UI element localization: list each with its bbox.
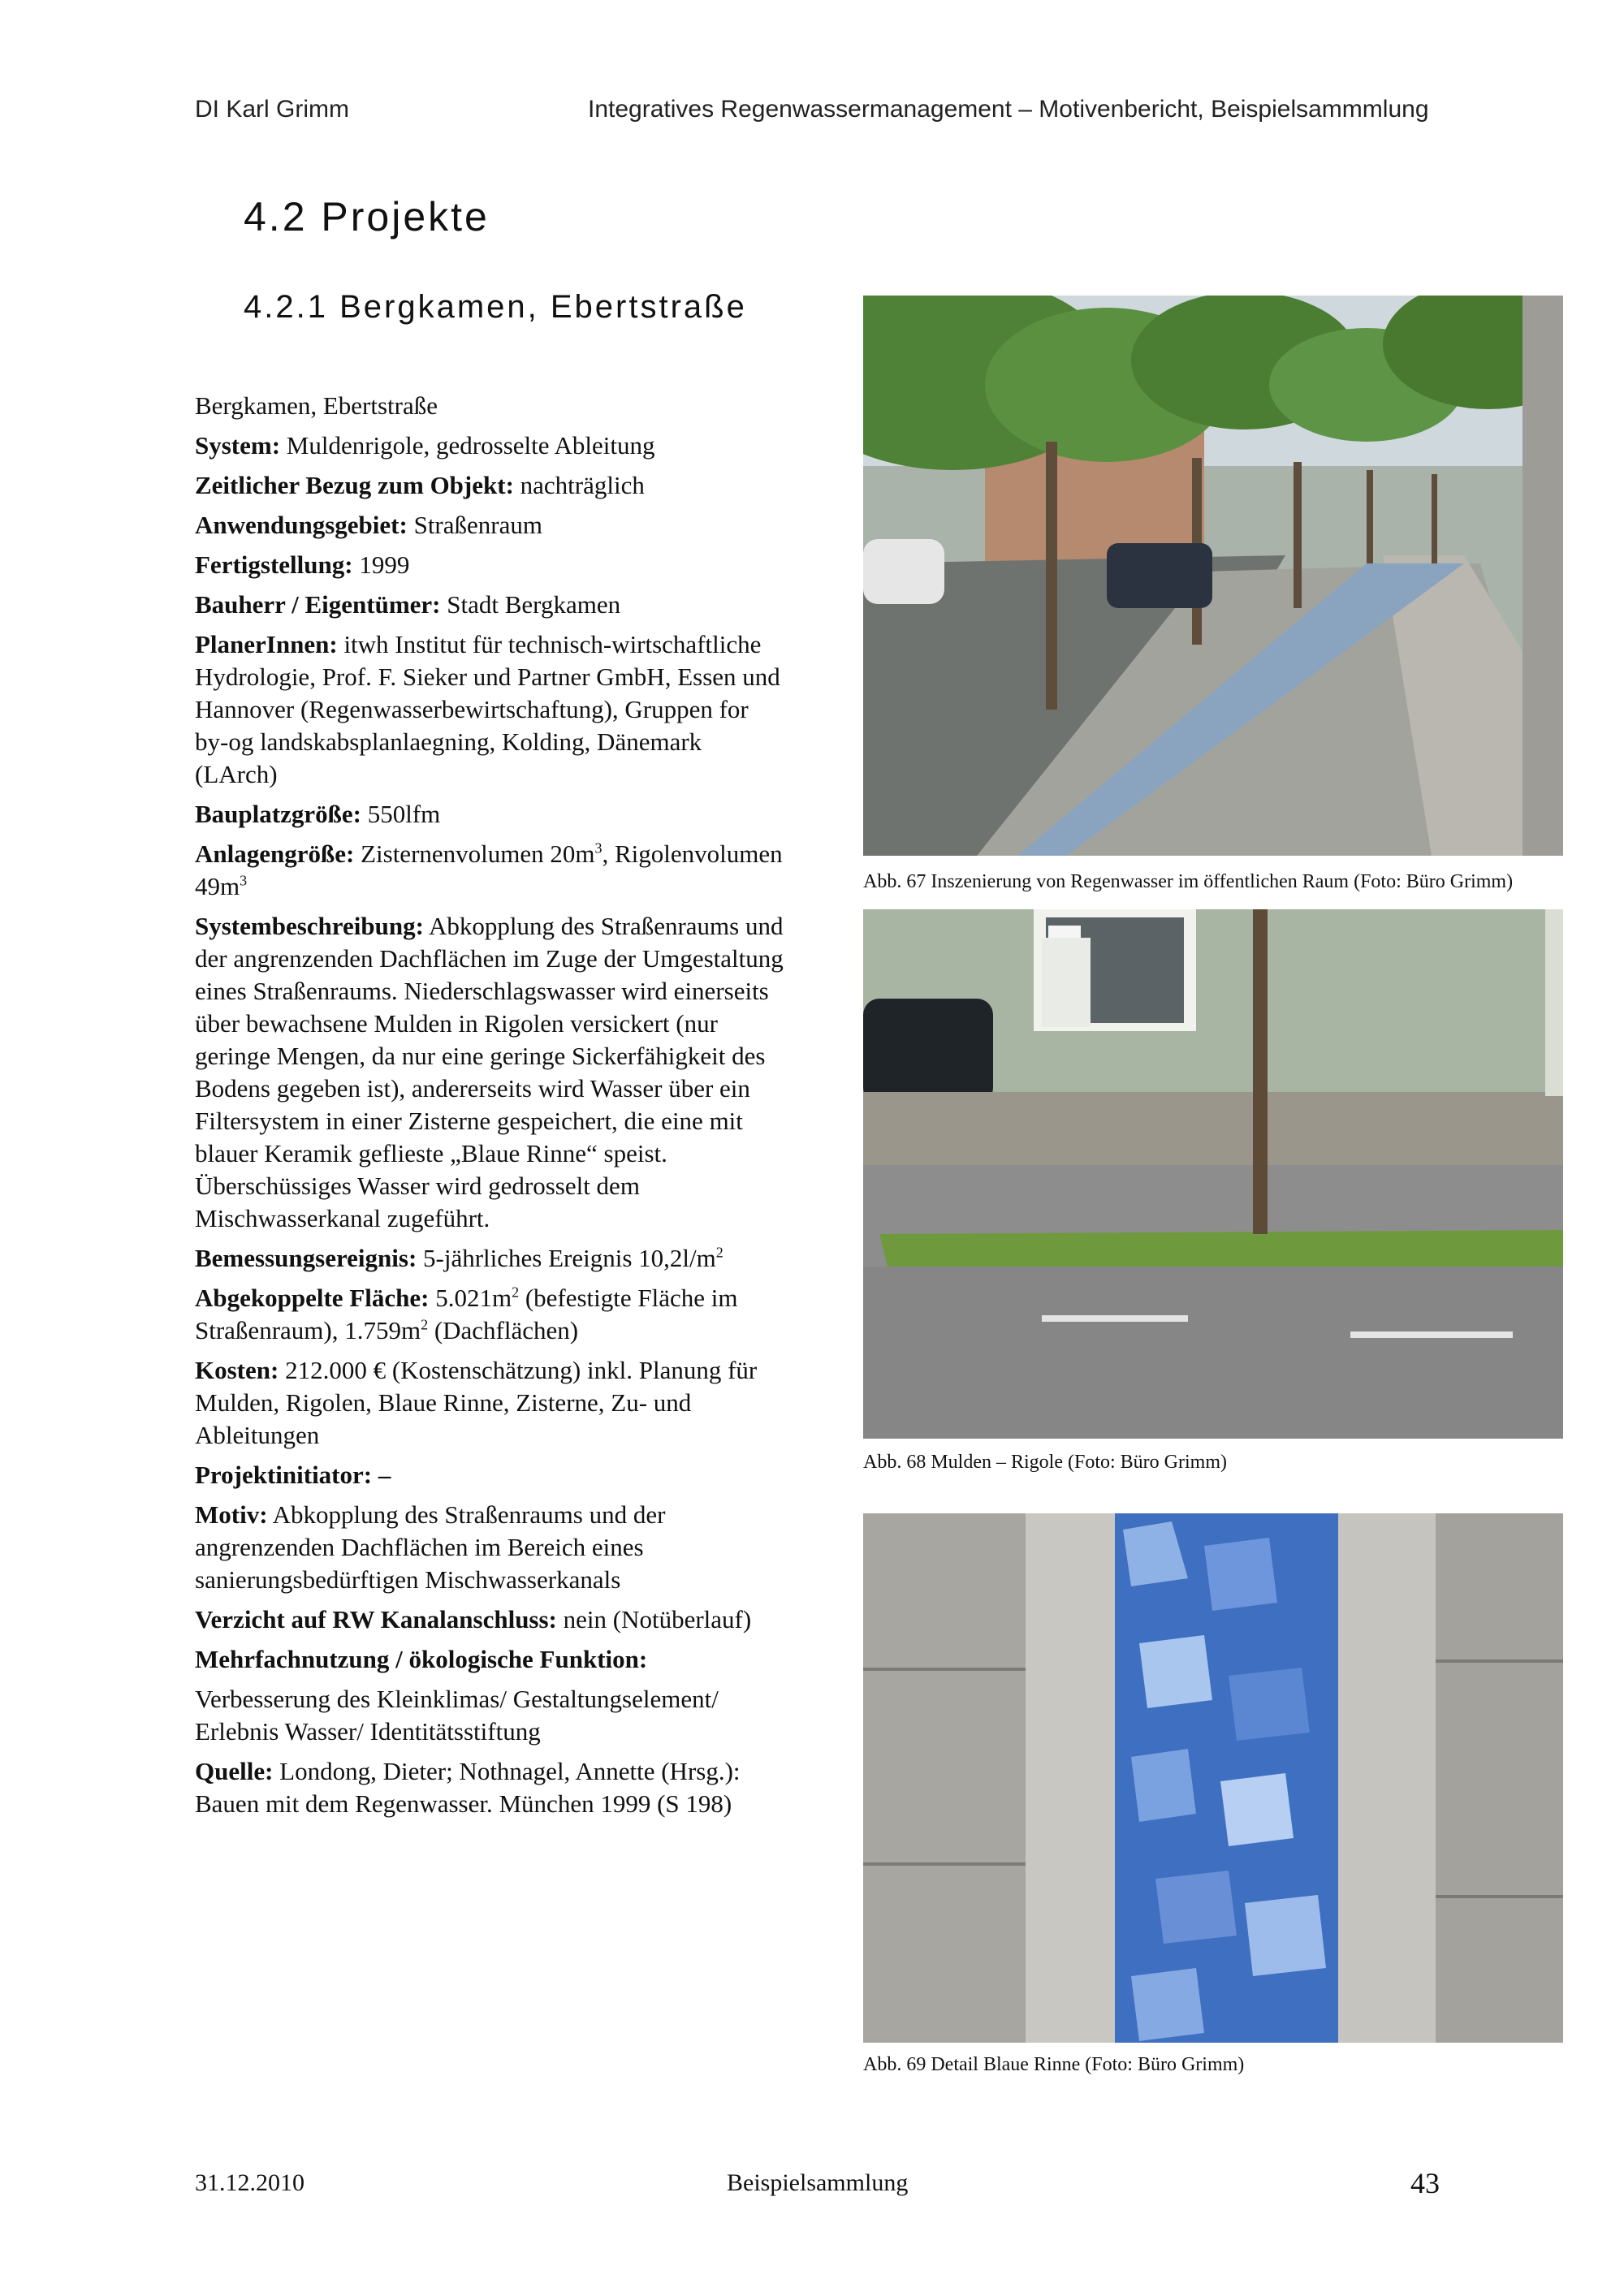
header-author: DI Karl Grimm: [195, 96, 349, 123]
subsection-title: 4.2.1 Bergkamen, Ebertstraße: [244, 289, 747, 325]
footer-section: Beispielsammlung: [727, 2169, 909, 2196]
info-kosten: Kosten: 212.000 € (Kostenschätzung) inkl. Planung für Mulden, Rigolen, Blaue Rinne, Zisterne, Zu- und Ableitungen: [195, 1356, 758, 1449]
section-title: 4.2 Projekte: [244, 194, 490, 240]
info-anwendung: Anwendungsgebiet: Straßenraum: [195, 511, 542, 539]
photo-mulden-rigole: [863, 909, 1563, 1439]
caption-fig67: Abb. 67 Inszenierung von Regenwasser im öffentlichen Raum (Foto: Büro Grimm): [863, 871, 1514, 892]
info-abgekoppelt: Abgekoppelte Fläche: $5.021m^2$ (befestigte Fläche im Straßenraum), $1.759m^2$ (Dachflächen): [195, 1284, 738, 1344]
info-anlagen: Anlagengröße: Zisternenvolumen $20m^3$, Rigolenvolumen $49m^3$: [195, 839, 783, 900]
photo-blaue-rinne: [863, 1513, 1563, 2043]
info-planer: PlanerInnen: itwh Institut für technisch-wirtschaftliche Hydrologie, Prof. F. Sieker und Partner GmbH, Essen und Hannover (Regenwasserbewirtschaftung), Gruppen for by-og landskabsplanlaegning, Kolding, Dänemark (LArch): [195, 630, 780, 788]
page-number: 43: [1410, 2167, 1440, 2199]
info-bauherr: Bauherr / Eigentümer: Stadt Bergkamen: [195, 590, 621, 619]
info-zeit: Zeitlicher Bezug zum Objekt: nachträglich: [195, 471, 645, 499]
caption-fig68: Abb. 68 Mulden – Rigole (Foto: Büro Grimm): [863, 1452, 1227, 1473]
header-title: Integratives Regenwassermanagement – Motivenbericht, Beispielsammmlung: [588, 96, 1429, 123]
info-intro: Bergkamen, Ebertstraße: [195, 391, 438, 420]
info-fertigstellung: Fertigstellung: 1999: [195, 550, 410, 579]
photo-street-trees: [863, 296, 1563, 856]
info-systembeschreibung: Systembeschreibung: Abkopplung des Straßenraums und der angrenzenden Dachflächen im Zuge der Umgestaltung eines Straßenraums. Niederschlagswasser wird einerseits über bewachsene Mulden in Rigolen versickert (nur geringe Mengen, da nur eine geringe Sickerfähigkeit des Bodens gegeben ist), andererseits wird Wasser über ein Filtersystem in einer Zisterne gespeichert, die eine mit blauer Keramik geflieste „Blaue Rinne“ speist. Überschüssiges Wasser wird gedrosselt dem Mischwasserkanal zugeführt.: [195, 912, 784, 1232]
info-initiator: Projektinitiator: –: [195, 1461, 391, 1489]
info-mehrfach-label: Mehrfachnutzung / ökologische Funktion:: [195, 1645, 648, 1673]
info-mehrfach-value: Verbesserung des Kleinklimas/ Gestaltungselement/ Erlebnis Wasser/ Identitätsstiftung: [195, 1685, 719, 1746]
info-system: System: Muldenrigole, gedrosselte Ableitung: [195, 431, 655, 460]
project-info: [195, 390, 788, 1828]
caption-fig69: Abb. 69 Detail Blaue Rinne (Foto: Büro Grimm): [863, 2054, 1245, 2075]
footer-date: 31.12.2010: [195, 2169, 304, 2196]
info-quelle: Quelle: Londong, Dieter; Nothnagel, Annette (Hrsg.): Bauen mit dem Regenwasser. München 1999 (S 198): [195, 1757, 741, 1818]
info-bemessung: Bemessungsereignis: 5-jährliches Ereignis $10,2l/m^2$: [195, 1244, 723, 1272]
info-verzicht: Verzicht auf RW Kanalanschluss: nein (Notüberlauf): [195, 1605, 752, 1634]
info-bauplatz: Bauplatzgröße: 550lfm: [195, 800, 441, 828]
info-motiv: Motiv: Abkopplung des Straßenraums und der angrenzenden Dachflächen im Bereich eines sanierungsbedürftigen Mischwasserkanals: [195, 1500, 666, 1594]
